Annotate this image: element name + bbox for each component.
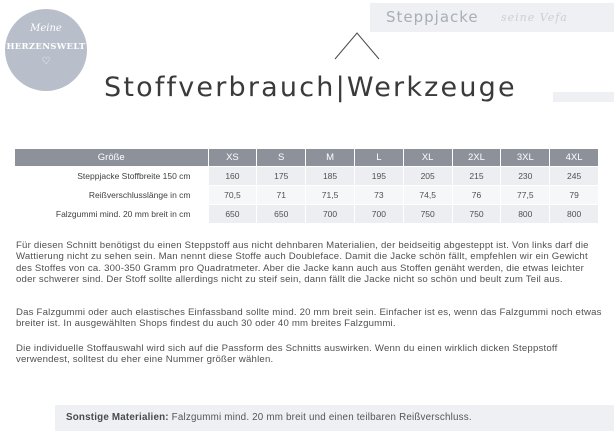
table-cell: 71,5 [306, 186, 355, 205]
size-table [15, 149, 599, 223]
fabric-paragraph: Für diesen Schnitt benötigst du einen Steppstoff aus nicht dehnbaren Materialien, der beidseitig abgesteppt ist. Von links darf die Wattierung nicht zu sehen sein. Man nennt diese Stoffe auch Doubleface. Damit die Jacke schön fällt, empfehlen wir ein Gewicht des Stoffes von ca. 300-350 Gramm pro Quadratmeter. Aber die Jacke kann auch aus Stoffen genäht werden, die etwas leichter oder schwerer sind. Der Stoff sollte allerdings nicht zu steif sein, dann fällt die Jacke nicht so schön und beult zum Teil aus. [16, 240, 589, 285]
page-title: Stoffverbrauch|Werkzeuge [104, 72, 517, 103]
table-row [15, 205, 599, 224]
table-cell: 750 [403, 205, 452, 224]
table-cell: 195 [354, 167, 403, 186]
other-materials-label: Sonstige Materialien: [66, 412, 169, 423]
table-cell: 245 [550, 167, 599, 186]
size-header-label: Größe [15, 149, 208, 167]
table-cell: 750 [452, 205, 501, 224]
size-header: M [306, 149, 355, 167]
logo-script-text: Meine [30, 23, 62, 34]
size-header: L [354, 149, 403, 167]
table-cell: 650 [257, 205, 306, 224]
table-cell: 73 [354, 186, 403, 205]
table-cell: 800 [550, 205, 599, 224]
table-cell: 77,5 [501, 186, 550, 205]
size-header: XL [403, 149, 452, 167]
table-row [15, 167, 599, 186]
other-materials-value: Falzgummi mind. 20 mm breit und einen teilbaren Reißverschluss. [168, 412, 472, 423]
pattern-title: Steppjacke [386, 8, 479, 26]
table-cell: 76 [452, 186, 501, 205]
table-cell: 185 [306, 167, 355, 186]
heart-icon: ♡ [41, 56, 51, 67]
decorative-bar [553, 92, 614, 102]
table-cell: 205 [403, 167, 452, 186]
table-cell: 70,5 [208, 186, 257, 205]
table-cell: 650 [208, 205, 257, 224]
brand-logo [5, 9, 87, 91]
size-table-header [15, 149, 599, 167]
row-label: Reißverschlusslänge in cm [15, 186, 208, 205]
pattern-subtitle: seine Vefa [501, 11, 568, 24]
table-cell: 74,5 [403, 186, 452, 205]
other-materials-text [66, 412, 472, 423]
table-cell: 700 [354, 205, 403, 224]
logo-name-text: HERZENSWELT [6, 42, 86, 52]
table-cell: 230 [501, 167, 550, 186]
table-cell: 700 [306, 205, 355, 224]
table-cell: 800 [501, 205, 550, 224]
fit-paragraph: Die individuelle Stoffauswahl wird sich auf die Passform des Schnitts auswirken. Wenn du einen wirklich dicken Steppstoff verwendest, solltest du eher eine Nummer größer wählen. [16, 343, 558, 366]
size-header: 3XL [501, 149, 550, 167]
row-label: Falzgummi mind. 20 mm breit in cm [15, 205, 208, 224]
table-cell: 79 [550, 186, 599, 205]
roof-line-decoration [334, 31, 380, 61]
size-header: 4XL [550, 149, 599, 167]
size-header: 2XL [452, 149, 501, 167]
size-header: XS [208, 149, 257, 167]
table-cell: 175 [257, 167, 306, 186]
table-cell: 160 [208, 167, 257, 186]
elastic-paragraph: Das Falzgummi oder auch elastisches Einfassband sollte mind. 20 mm breit sein. Einfacher ist es, wenn das Falzgummi noch etwas breiter ist. In ausgewählten Shops findest du auch 30 oder 40 mm breites Falzgummi. [16, 307, 602, 330]
table-cell: 71 [257, 186, 306, 205]
table-cell: 215 [452, 167, 501, 186]
size-header: S [257, 149, 306, 167]
row-label: Steppjacke Stoffbreite 150 cm [15, 167, 208, 186]
table-row [15, 186, 599, 205]
